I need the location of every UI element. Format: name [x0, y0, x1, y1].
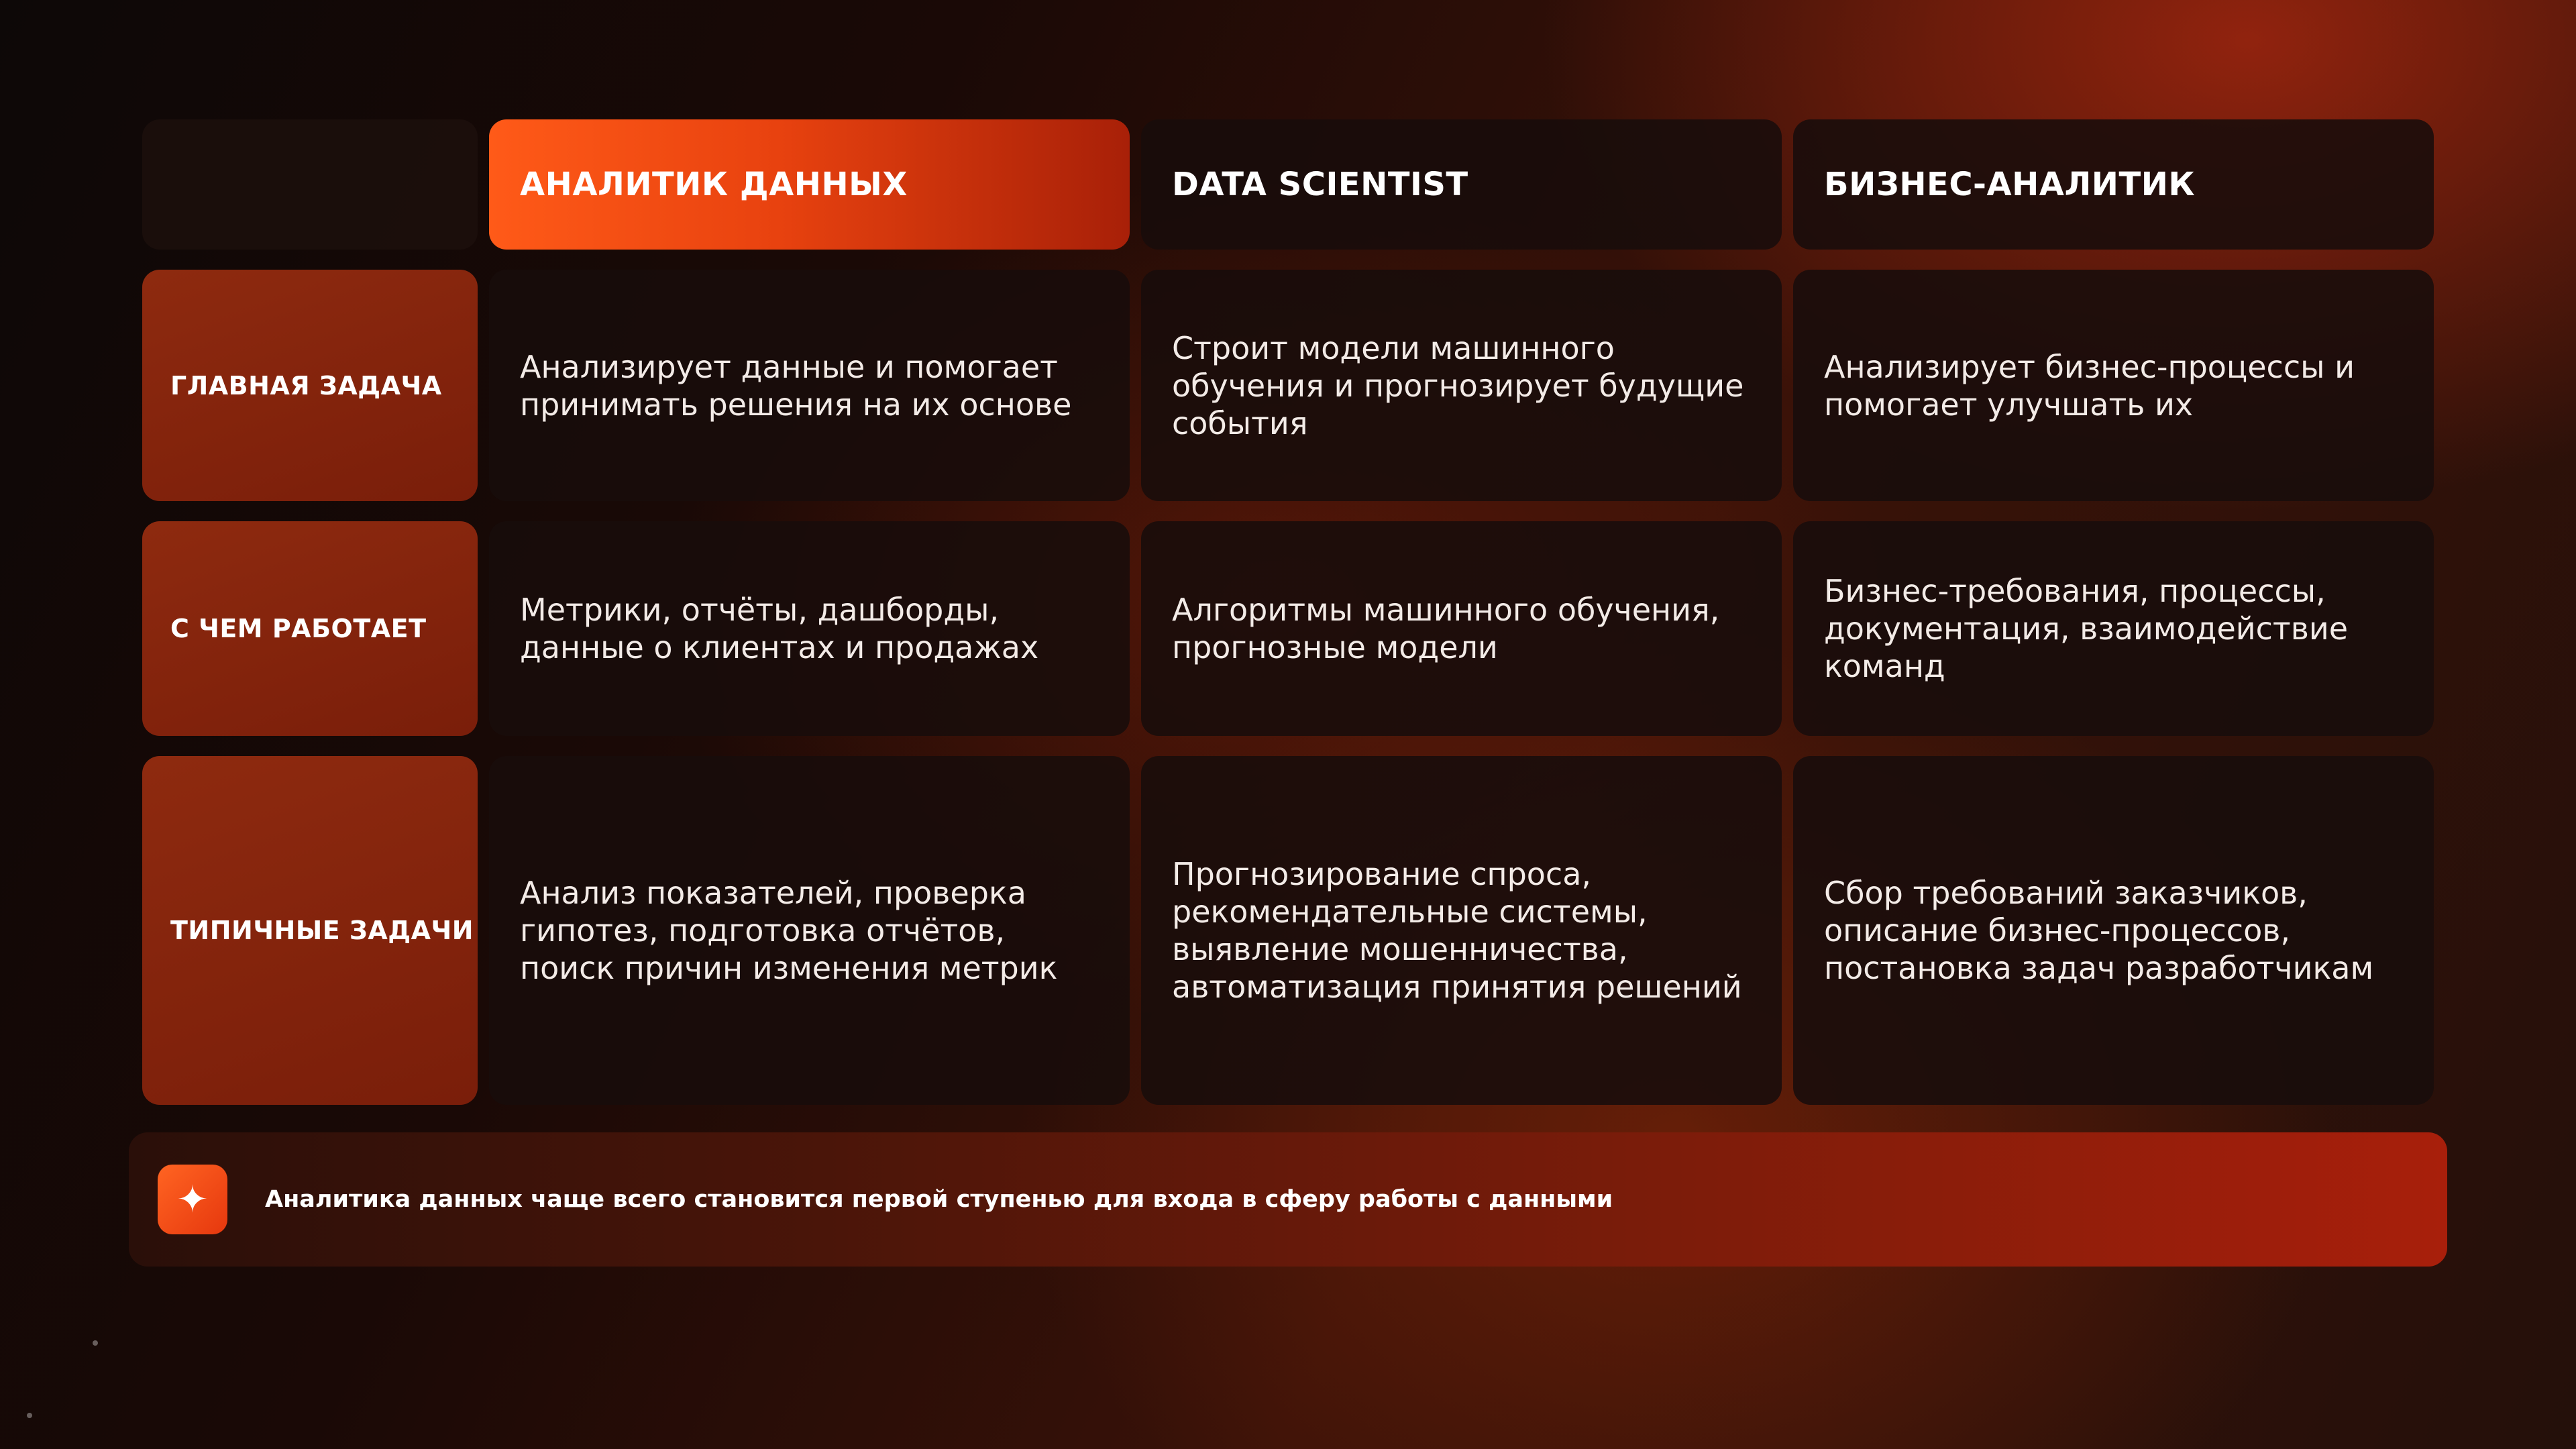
column-header-business-analyst: БИЗНЕС-АНАЛИТИК — [1793, 119, 2434, 250]
column-header-data-analyst: АНАЛИТИК ДАННЫХ — [489, 119, 1130, 250]
table-cell: Бизнес-требования, процессы, документация, взаимодействие команд — [1793, 521, 2434, 736]
row-label-works-with: С ЧЕМ РАБОТАЕТ — [142, 521, 478, 736]
column-header-data-scientist: DATA SCIENTIST — [1141, 119, 1782, 250]
footer-text: Аналитика данных чаще всего становится первой ступенью для входа в сферу работы с данными — [265, 1186, 1613, 1213]
table-corner — [142, 119, 478, 250]
row-label-typical-tasks: ТИПИЧНЫЕ ЗАДАЧИ — [142, 756, 478, 1105]
footer-banner — [129, 1132, 2447, 1267]
decorative-dot — [27, 1413, 32, 1418]
table-cell: Анализ показателей, проверка гипотез, подготовка отчётов, поиск причин изменения метрик — [489, 756, 1130, 1105]
comparison-table — [142, 119, 2433, 1114]
table-cell: Строит модели машинного обучения и прогнозирует будущие события — [1141, 270, 1782, 501]
table-cell: Анализирует бизнес-процессы и помогает улучшать их — [1793, 270, 2434, 501]
decorative-dot — [93, 1340, 98, 1346]
row-label-main-task: ГЛАВНАЯ ЗАДАЧА — [142, 270, 478, 501]
table-cell: Метрики, отчёты, дашборды, данные о клиентах и продажах — [489, 521, 1130, 736]
table-cell: Прогнозирование спроса, рекомендательные системы, выявление мошенничества, автоматизация принятия решений — [1141, 756, 1782, 1105]
table-cell: Алгоритмы машинного обучения, прогнозные модели — [1141, 521, 1782, 736]
sparkle-icon: ✦ — [158, 1165, 227, 1234]
table-cell: Анализирует данные и помогает принимать решения на их основе — [489, 270, 1130, 501]
table-cell: Сбор требований заказчиков, описание бизнес-процессов, постановка задач разработчикам — [1793, 756, 2434, 1105]
